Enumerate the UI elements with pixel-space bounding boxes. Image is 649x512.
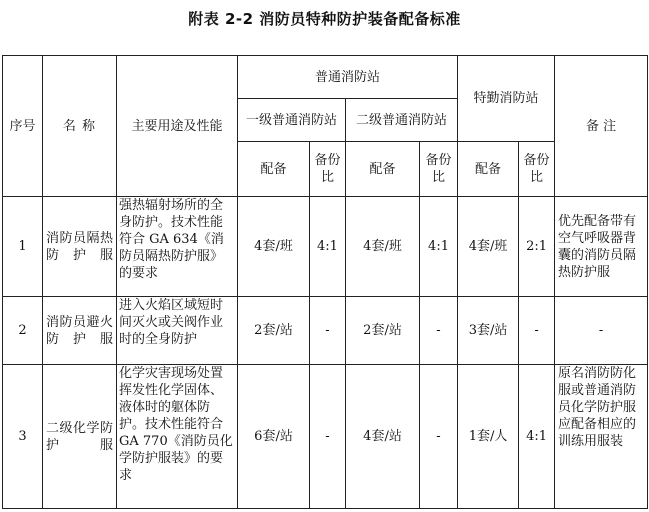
header-special-station: 特勤消防站 — [458, 56, 555, 142]
row-l2-equip: 2套/站 — [346, 297, 420, 365]
row-l1-equip: 6套/站 — [238, 365, 310, 509]
row-usage: 化学灾害现场处置挥发性化学固体、液体时的躯体防护。技术性能符合 GA 770《消防员化学防护服装》的要求 — [117, 365, 238, 509]
row-usage: 进入火焰区域短时间灭火或关阀作业时的全身防护 — [117, 297, 238, 365]
header-l2-spare: 备份比 — [420, 142, 458, 197]
row-usage: 强热辐射场所的全身防护。技术性能符合 GA 634《消防员隔热防护服》的要求 — [117, 197, 238, 297]
row-l1-spare: - — [310, 297, 346, 365]
row-seq: 1 — [3, 197, 43, 297]
row-l1-spare: - — [310, 365, 346, 509]
header-sp-spare: 备份比 — [519, 142, 555, 197]
header-usage: 主要用途及性能 — [117, 56, 238, 197]
row-l2-equip: 4套/班 — [346, 197, 420, 297]
row-remark: - — [555, 297, 648, 365]
row-sp-spare: - — [519, 297, 555, 365]
row-seq: 3 — [3, 365, 43, 509]
row-l1-equip: 2套/站 — [238, 297, 310, 365]
row-name: 二级化学防护服 — [43, 365, 117, 509]
row-l2-spare: - — [420, 365, 458, 509]
equipment-standard-table — [2, 55, 648, 509]
table-row — [3, 297, 648, 365]
header-l1-spare: 备份比 — [310, 142, 346, 197]
header-normal-station: 普通消防站 — [238, 56, 458, 99]
table-row — [3, 197, 648, 297]
header-level1-station: 一级普通消防站 — [238, 99, 346, 142]
row-name: 消防员隔热防护服 — [43, 197, 117, 297]
header-l1-equip: 配备 — [238, 142, 310, 197]
row-l2-equip: 4套/站 — [346, 365, 420, 509]
row-sp-spare: 4:1 — [519, 365, 555, 509]
row-remark: 原名消防防化服或普通消防员化学防护服应配备相应的训练用服装 — [555, 365, 648, 509]
row-l2-spare: - — [420, 297, 458, 365]
row-l1-equip: 4套/班 — [238, 197, 310, 297]
row-sp-equip: 3套/站 — [458, 297, 519, 365]
row-remark: 优先配备带有空气呼吸器背囊的消防员隔热防护服 — [555, 197, 648, 297]
row-name: 消防员避火防护服 — [43, 297, 117, 365]
header-name: 名 称 — [43, 56, 117, 197]
row-l2-spare: 4:1 — [420, 197, 458, 297]
row-seq: 2 — [3, 297, 43, 365]
header-remark: 备 注 — [555, 56, 648, 197]
table-title: 附表 2-2 消防员特种防护装备配备标准 — [188, 10, 461, 28]
row-sp-spare: 2:1 — [519, 197, 555, 297]
header-level2-station: 二级普通消防站 — [346, 99, 458, 142]
header-sp-equip: 配备 — [458, 142, 519, 197]
row-sp-equip: 4套/班 — [458, 197, 519, 297]
header-l2-equip: 配备 — [346, 142, 420, 197]
row-l1-spare: 4:1 — [310, 197, 346, 297]
table-row — [3, 365, 648, 509]
row-sp-equip: 1套/人 — [458, 365, 519, 509]
header-seq: 序号 — [3, 56, 43, 197]
